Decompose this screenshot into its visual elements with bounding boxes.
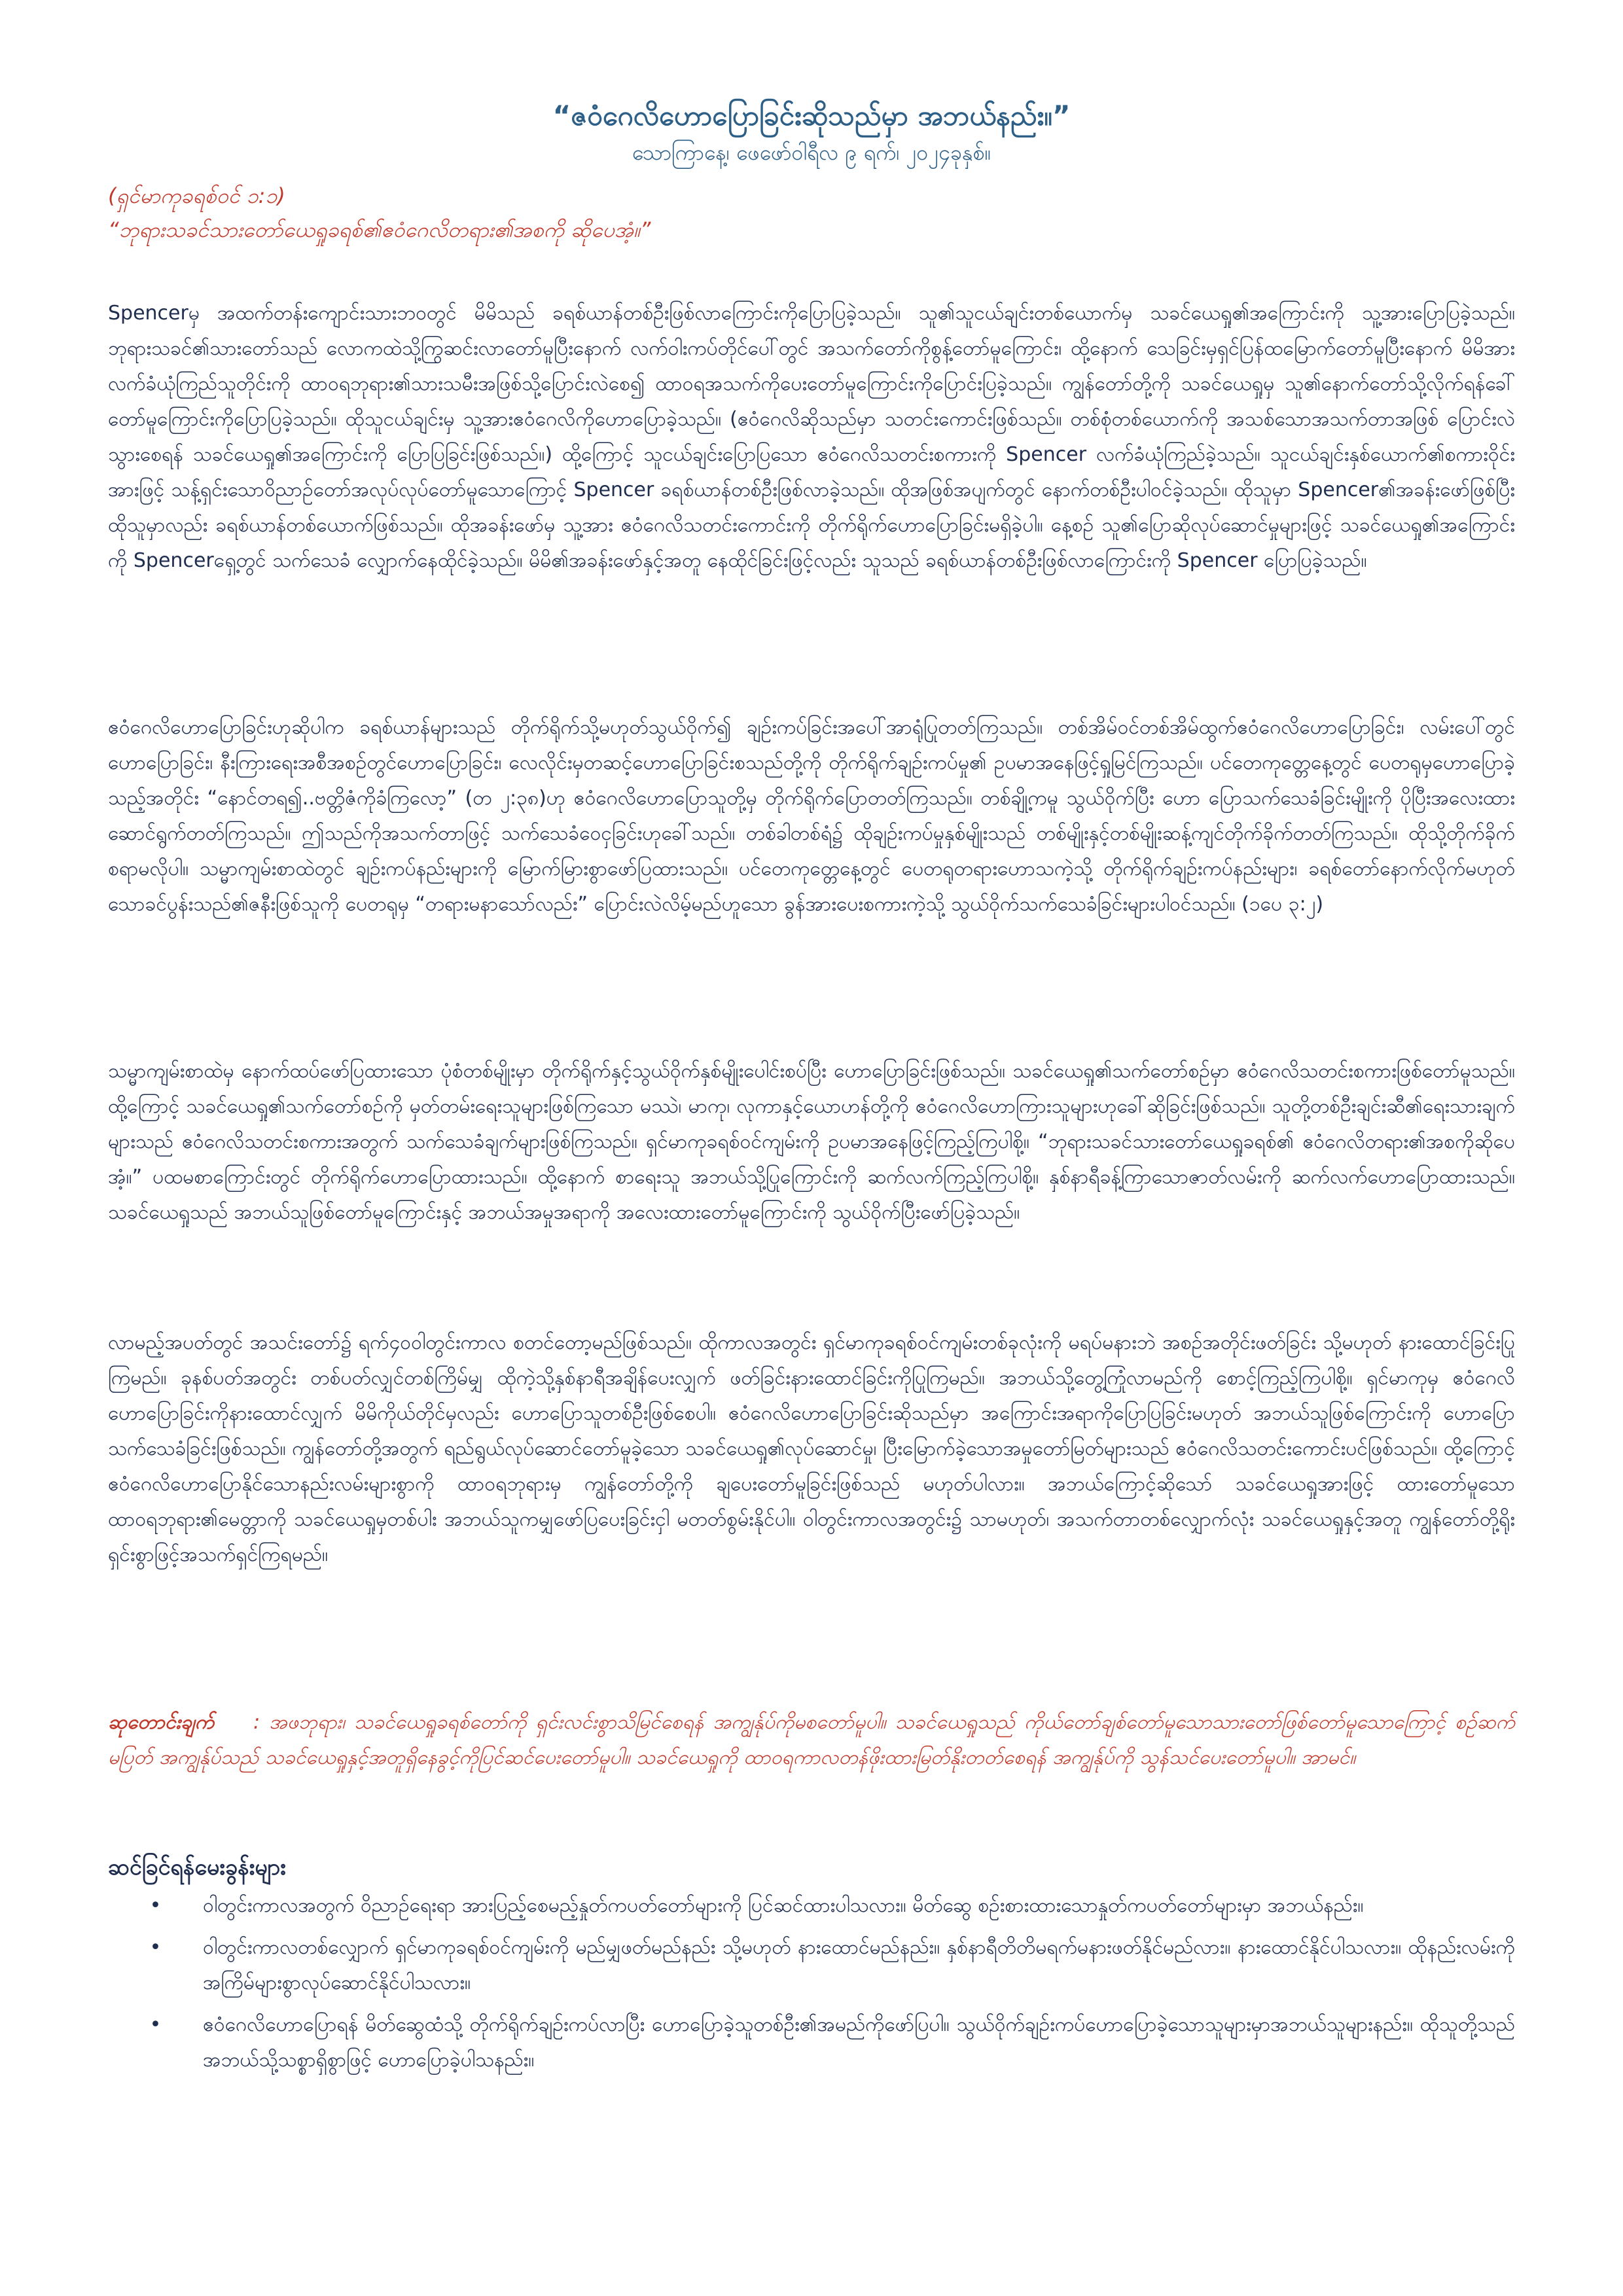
question-item-1 bbox=[108, 1888, 1515, 1924]
question-item-3 bbox=[108, 2007, 1515, 2078]
prayer-label: ဆုတောင်းချက် bbox=[108, 1711, 215, 1734]
date-line: သောကြာနေ့၊ ဖေဖော်ဝါရီလ ၉ ရက်၊ ၂၀၂၄ခုနှစ်။ bbox=[632, 140, 991, 165]
bullet-icon: • bbox=[149, 1894, 162, 1917]
questions-list bbox=[108, 1888, 1515, 2085]
bullet-icon: • bbox=[149, 1936, 162, 1959]
question-item-2 bbox=[108, 1930, 1515, 2001]
prayer-text: : အဖဘုရား၊ သခင်ယေရှုခရစ်တော်ကို ရှင်းလင်းစွာသိမြင်စေရန် အကျွန်ုပ်ကိုမစတော်မူပါ။ သခင်ယေရှုသည် ကိုယ်တော်ချစ်တော်မူသောသားတော်ဖြစ်တော်မူသောကြောင့် စဉ်ဆက်မပြတ် အကျွန်ုပ်သည် သခင်ယေရှုနှင့်အတူရှိနေခွင့်ကိုပြင်ဆင်ပေးတော်မူပါ။ သခင်ယေရှုကို ထာဝရကာလတန်ဖိုးထားမြတ်နိုးတတ်စေရန် အကျွန်ုပ်ကို သွန်သင်ပေးတော်မူပါ။ အာမင်။ bbox=[108, 1711, 1515, 1769]
bullet-icon: • bbox=[149, 2013, 162, 2036]
prayer-section bbox=[108, 1705, 1515, 1776]
page-title: “ဇဝံဂေလိဟောပြောခြင်းဆိုသည်မှာ အဘယ်နည်း။” bbox=[552, 99, 1071, 132]
questions-heading: ဆင်ခြင်ရန်မေးခွန်းများ bbox=[108, 1854, 286, 1880]
body-paragraph-4: လာမည့်အပတ်တွင် အသင်းတော်၌ ရက်၄၀ဝါတွင်းကာလ စတင်တော့မည်ဖြစ်သည်။ ထိုကာလအတွင်း ရှင်မာကုခရစ်ဝင်ကျမ်းတစ်ခုလုံးကို မရပ်မနားဘဲ အစဉ်အတိုင်းဖတ်ခြင်း သို့မဟုတ် နားထောင်ခြင်းပြုကြမည်။ ခုနစ်ပတ်အတွင်း တစ်ပတ်လျှင်တစ်ကြိမ်မျှ ထိုကဲ့သို့နှစ်နာရီအချိန်ပေးလျှက် ဖတ်ခြင်းနားထောင်ခြင်းကိုပြုကြမည်။ အဘယ်သို့တွေ့ကြုံလာမည်ကို စောင့်ကြည့်ကြပါစို့။ ရှင်မာကုမှ ဧဝံဂေလိဟောပြောခြင်းကိုနားထောင်လျှက် မိမိကိုယ်တိုင်မှလည်း ဟောပြောသူတစ်ဦးဖြစ်စေပါ။ ဧဝံဂေလိဟောပြောခြင်းဆိုသည်မှာ အကြောင်းအရာကိုပြောပြခြင်းမဟုတ် အဘယ်သူဖြစ်ကြောင်းကို ဟောပြောသက်သေခံခြင်းဖြစ်သည်။ ကျွန်တော်တို့အတွက် ရည်ရွယ်လုပ်ဆောင်တော်မူခဲ့သော သခင်ယေရှု၏လုပ်ဆောင်မှု၊ ပြီးမြောက်ခဲ့သောအမှုတော်မြတ်များသည် ဧဝံဂေလိသတင်းကောင်းပင်ဖြစ်သည်။ ထို့ကြောင့် ဧဝံဂေလိဟောပြောနိုင်သောနည်းလမ်းများစွာကို ထာဝရဘုရားမှ ကျွန်တော်တို့ကို ချပေးတော်မူခြင်းဖြစ်သည် မဟုတ်ပါလား။ အဘယ်ကြောင့်ဆိုသော် သခင်ယေရှုအားဖြင့် ထားတော်မူသော ထာဝရဘုရား၏မေတ္တာကို သခင်ယေရှုမှတစ်ပါး အဘယ်သူကမျှဖော်ပြပေးခြင်းငှါ မတတ်စွမ်းနိုင်ပါ။ ဝါတွင်းကာလအတွင်း၌ သာမဟုတ်၊ အသက်တာတစ်လျှောက်လုံး သခင်ယေရှုနှင့်အတူ ကျွန်တော်တို့ရိုးရှင်းစွာဖြင့်အသက်ရှင်ကြရမည်။ bbox=[108, 1331, 1515, 1566]
question-text: ဝါတွင်းကာလအတွက် ဝိညာဉ်ရေးရာ အားပြည့်စေမည့်နှုတ်ကပတ်တော်များကို ပြင်ဆင်ထားပါသလား။ မိတ်ဆွေ စဉ်းစားထားသောနှုတ်ကပတ်တော်များမှာ အဘယ်နည်း။ bbox=[203, 1894, 1364, 1917]
body-paragraph-2: ဧဝံဂေလိဟောပြောခြင်းဟုဆိုပါက ခရစ်ယာန်များသည် တိုက်ရိုက်သို့မဟုတ်သွယ်ဝိုက်၍ ချဉ်းကပ်ခြင်းအပေါ်အာရုံပြုတတ်ကြသည်။ တစ်အိမ်ဝင်တစ်အိမ်ထွက်ဧဝံဂေလိဟောပြောခြင်း၊ လမ်းပေါ်တွင်ဟောပြောခြင်း၊ နီးကြားရေးအစီအစဉ်တွင်ဟောပြောခြင်း၊ လေလိုင်းမှတဆင့်ဟောပြောခြင်းစသည်တို့ကို တိုက်ရိုက်ချဉ်းကပ်မှု၏ ဥပမာအနေဖြင့်ရှုမြင်ကြသည်။ ပင်တေကုတ္တေနေ့တွင် ပေတရုမှဟောပြောခဲ့သည့်အတိုင်း “နောင်တရ၍..ဗတ္တိဇံကိုခံကြလော့” (တ ၂:၃၈)ဟု ဧဝံဂေလိဟောပြောသူတို့မှ တိုက်ရိုက်ပြောတတ်ကြသည်။ တစ်ချို့ကမူ သွယ်ဝိုက်ပြီး ဟော ပြောသက်သေခံခြင်းမျိုးကို ပိုပြီးအလေးထားဆောင်ရွက်တတ်ကြသည်။ ဤသည်ကိုအသက်တာဖြင့် သက်သေခံဝေငှခြင်းဟုခေါ်သည်။ တစ်ခါတစ်ရံ၌ ထိုချဉ်းကပ်မှုနှစ်မျိုးသည် တစ်မျိုးနှင့်တစ်မျိုးဆန့်ကျင်တိုက်ခိုက်တတ်ကြသည်။ ထိုသို့တိုက်ခိုက်စရာမလိုပါ။ သမ္မာကျမ်းစာထဲတွင် ချဉ်းကပ်နည်းများကို မြောက်မြားစွာဖော်ပြထားသည်။ ပင်တေကုတ္တေနေ့တွင် ပေတရုတရားဟောသကဲ့သို့ တိုက်ရိုက်ချဉ်းကပ်နည်းများ၊ ခရစ်တော်နောက်လိုက်မဟုတ်သောခင်ပွန်းသည်၏ဇနီးဖြစ်သူကို ပေတရုမှ “တရားမနာသော်လည်း” ပြောင်းလဲလိမ့်မည်ဟူသော ခွန်အားပေးစကားကဲ့သို့ သွယ်ဝိုက်သက်သေခံခြင်းများပါဝင်သည်။ (၁ပေ ၃:၂) bbox=[108, 716, 1515, 916]
body-paragraph-1: Spencerမှ အထက်တန်းကျောင်းသားဘဝတွင် မိမိသည် ခရစ်ယာန်တစ်ဦးဖြစ်လာကြောင်းကိုပြောပြခဲ့သည်။ သူ၏သူငယ်ချင်းတစ်ယောက်မှ သခင်ယေရှု၏အကြောင်းကို သူ့အားပြောပြခဲ့သည်။ ဘုရားသခင်၏သားတော်သည် လောကထဲသို့ကြွဆင်းလာတော်မူပြီးနောက် လက်ဝါးကပ်တိုင်ပေါ်တွင် အသက်တော်ကိုစွန့်တော်မူကြောင်း၊ ထို့နောက် သေခြင်းမှရှင်ပြန်ထမြောက်တော်မူပြီးနောက် မိမိအားလက်ခံယုံကြည်သူတိုင်းကို ထာဝရဘုရား၏သားသမီးအဖြစ်သို့ပြောင်းလဲစေ၍ ထာဝရအသက်ကိုပေးတော်မူကြောင်းကိုပြောင်းပြခဲ့သည်။ ကျွန်တော်တို့ကို သခင်ယေရှုမှ သူ၏နောက်တော်သို့လိုက်ရန်ခေါ်တော်မူကြောင်းကိုပြောပြခဲ့သည်။ ထိုသူငယ်ချင်းမှ သူ့အားဧဝံဂေလိကိုဟောပြောခဲ့သည်။ (ဧဝံဂေလိဆိုသည်မှာ သတင်းကောင်းဖြစ်သည်။ တစ်စုံတစ်ယောက်ကို အသစ်သောအသက်တာအဖြစ် ပြောင်းလဲသွားစေရန် သခင်ယေရှု၏အကြောင်းကို ပြောပြခြင်းဖြစ်သည်။) ထို့ကြောင့် သူငယ်ချင်းပြောပြသော ဧဝံဂေလိသတင်းစကားကို Spencer လက်ခံယုံကြည်ခဲ့သည်။ သူငယ်ချင်းနှစ်ယောက်၏စကားဝိုင်းအားဖြင့် သန့်ရှင်းသောဝိညာဉ်တော်အလုပ်လုပ်တော်မူသောကြောင့် Spencer ခရစ်ယာန်တစ်ဦးဖြစ်လာခဲ့သည်။ ထိုအဖြစ်အပျက်တွင် နောက်တစ်ဦးပါဝင်ခဲ့သည်။ ထိုသူမှာ Spencer၏အခန်းဖော်ဖြစ်ပြီး ထိုသူမှာလည်း ခရစ်ယာန်တစ်ယောက်ဖြစ်သည်။ ထိုအခန်းဖော်မှ သူ့အား ဧဝံဂေလိသတင်းကောင်းကို တိုက်ရိုက်ဟောပြောခြင်းမရှိခဲ့ပါ။ နေ့စဉ် သူ၏ပြောဆိုလုပ်ဆောင်မှုများဖြင့် သခင်ယေရှု၏အကြောင်းကို Spencerရှေ့တွင် သက်သေခံ လျှောက်နေထိုင်ခဲ့သည်။ မိမိ၏အခန်းဖော်နှင့်အတူ နေထိုင်ခြင်းဖြင့်လည်း သူသည် ခရစ်ယာန်တစ်ဦးဖြစ်လာကြောင်းကို Spencer ပြောပြခဲ့သည်။ bbox=[108, 302, 1515, 572]
question-text: ဧဝံဂေလိဟောပြောရန် မိတ်ဆွေထံသို့ တိုက်ရိုက်ချဉ်းကပ်လာပြီး ဟောပြောခဲ့သူတစ်ဦး၏အမည်ကိုဖော်ပြပါ။ သွယ်ဝိုက်ချဉ်းကပ်ဟောပြောခဲ့သောသူများမှာအဘယ်သူများနည်း။ ထိုသူတို့သည် အဘယ်သို့သစ္စာရှိစွာဖြင့် ဟောပြောခဲ့ပါသနည်း။ bbox=[203, 2013, 1515, 2072]
body-paragraph-3: သမ္မာကျမ်းစာထဲမှ နောက်ထပ်ဖော်ပြထားသော ပုံစံတစ်မျိုးမှာ တိုက်ရိုက်နှင့်သွယ်ဝိုက်နှစ်မျိုးပေါင်းစပ်ပြီး ဟောပြောခြင်းဖြစ်သည်။ သခင်ယေရှု၏သက်တော်စဉ်မှာ ဧဝံဂေလိသတင်းစကားဖြစ်တော်မူသည်။ ထို့ကြောင့် သခင်ယေရှု၏သက်တော်စဉ်ကို မှတ်တမ်းရေးသူများဖြစ်ကြသော မဿဲ၊ မာကု၊ လုကာနှင့်ယောဟန်တို့ကို ဧဝံဂေလိဟောကြားသူများဟုခေါ်ဆိုခြင်းဖြစ်သည်။ သူတို့တစ်ဦးချင်းဆီ၏ရေးသားချက်များသည် ဧဝံဂေလိသတင်းစကားအတွက် သက်သေခံချက်များဖြစ်ကြသည်။ ရှင်မာကုခရစ်ဝင်ကျမ်းကို ဥပမာအနေဖြင့်ကြည့်ကြပါစို့။ “ဘုရားသခင်သားတော်ယေရှုခရစ်၏ ဧဝံဂေလိတရား၏အစကိုဆိုပေအံ့။” ပထမစာကြောင်းတွင် တိုက်ရိုက်ဟောပြောထားသည်။ ထို့နောက် စာရေးသူ အဘယ်သို့ပြုကြောင်းကို ဆက်လက်ကြည့်ကြပါစို့။ နှစ်နာရီခန့်ကြာသောဇာတ်လမ်းကို ဆက်လက်ဟောပြောထားသည်။ သခင်ယေရှုသည် အဘယ်သူဖြစ်တော်မူကြောင်းနှင့် အဘယ်အမှုအရာကို အလေးထားတော်မူကြောင်းကို သွယ်ဝိုက်ပြီးဖော်ပြခဲ့သည်။ bbox=[108, 1060, 1515, 1224]
question-text: ဝါတွင်းကာလတစ်လျှောက် ရှင်မာကုခရစ်ဝင်ကျမ်းကို မည်မျှဖတ်မည်နည်း သို့မဟုတ် နားထောင်မည်နည်း။ နှစ်နာရီတိတိမရက်မနားဖတ်နိုင်မည်လား။ နားထောင်နိုင်ပါသလား။ ထိုနည်းလမ်းကို အကြိမ်များစွာလုပ်ဆောင်နိုင်ပါသလား။ bbox=[203, 1936, 1515, 1994]
scripture-reference: (ရှင်မာကုခရစ်ဝင် ၁:၁) bbox=[108, 183, 285, 208]
scripture-quote: “ဘုရားသခင်သားတော်ယေရှုခရစ်၏ဧဝံဂေလိတရား၏အစကို ဆိုပေအံ့။” bbox=[108, 217, 651, 242]
